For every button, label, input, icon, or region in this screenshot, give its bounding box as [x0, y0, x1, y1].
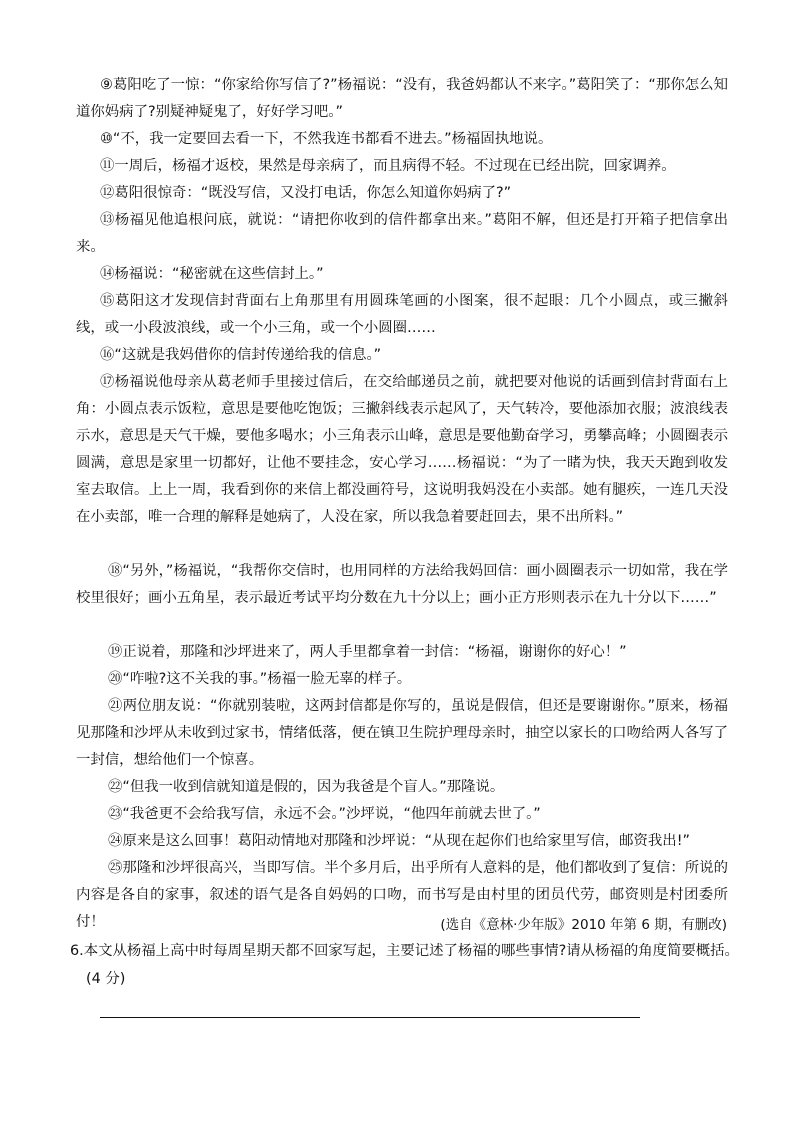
paragraph-21: ㉑两位朋友说：“你就别装啦，这两封信都是你写的，虽说是假信，但还是要谢谢你。”原来，杨福见那隆和沙坪从未收到过家书，情绪低落，便在镇卫生院护理母亲时，抽空以家长的口吻给两人各写了一封信，想给他们一个惊喜。 [76, 698, 728, 768]
question-6: 6.本文从杨福上高中时每周星期天都不回家写起，主要记述了杨福的哪些事情?请从杨福的角度简要概括。 [70, 943, 739, 959]
question-score: (4 分) [86, 971, 126, 987]
paragraph-14: ⑭杨福说：“秘密就在这些信封上。” [100, 266, 324, 282]
paragraph-17: ⑰杨福说他母亲从葛老师手里接过信后，在交给邮递员之前，就把要对他说的话画到信封背面右上角：小圆点表示饭粒，意思是要他吃饱饭；三撇斜线表示起风了，天气转冷，要他添加衣服；波浪线表示水，意思是天气干燥，要他多喝水；小三角表示山峰，意思是要他勤奋学习，勇攀高峰；小圆圈表示圆满，意思是家里一切都好，让他不要挂念，安心学习……杨福说：“为了一睹为快，我天天跑到收发室去取信。上上一周，我看到你的来信上都没画符号，这说明我妈没在小卖部。她有腿疾，一连几天没在小卖部，唯一合理的解释是她病了，人没在家，所以我急着要赶回去，果不出所料。” [76, 374, 728, 525]
paragraph-18: ⑱“另外，”杨福说，“我帮你交信时，也用同样的方法给我妈回信：画小圆圈表示一切如常，我在学校里很好；画小五角星，表示最近考试平均分数在九十分以上；画小正方形则表示在九十分以下……” [76, 563, 728, 606]
paragraph-10: ⑩“不，我一定要回去看一下，不然我连书都看不进去。”杨福固执地说。 [100, 131, 553, 147]
paragraph-25: ㉕那隆和沙坪很高兴，当即写信。半个多月后，出乎所有人意料的是，他们都收到了复信：所说的内容是各自的家事，叙述的语气是各自妈妈的口吻，而书写是由村里的团员代劳，邮资则是村团委所付！ [76, 860, 728, 930]
paragraph-13: ⑬杨福见他追根问底，就说：“请把你收到的信件都拿出来。”葛阳不解，但还是打开箱子把信拿出来。 [76, 212, 728, 255]
answer-line[interactable] [100, 1017, 640, 1018]
paragraph-11: ⑪一周后，杨福才返校，果然是母亲病了，而且病得不轻。不过现在已经出院，回家调养。 [100, 158, 676, 174]
source-citation: (选自《意林·少年版》2010 年第 6 期，有删改) [440, 917, 727, 933]
paragraph-16: ⑯“这就是我妈借你的信封传递给我的信息。” [100, 347, 382, 363]
paragraph-19: ⑲正说着，那隆和沙坪进来了，两人手里都拿着一封信：“杨福，谢谢你的好心！” [108, 644, 627, 660]
paragraph-15: ⑮葛阳这才发现信封背面右上角那里有用圆珠笔画的小图案，很不起眼：几个小圆点，或三撇斜线，或一小段波浪线，或一个小三角，或一个小圆圈…… [76, 293, 728, 336]
paragraph-23: ㉓“我爸更不会给我写信，永远不会。”沙坪说，“他四年前就去世了。” [108, 806, 541, 822]
paragraph-24: ㉔原来是这么回事！葛阳动情地对那隆和沙坪说：“从现在起你们也给家里写信，邮资我出!” [108, 833, 690, 849]
paragraph-12: ⑫葛阳很惊奇：“既没写信，又没打电话，你怎么知道你妈病了?” [100, 185, 512, 201]
paragraph-9: ⑨葛阳吃了一惊：“你家给你写信了?”杨福说：“没有，我爸妈都认不来字。”葛阳笑了：“那你怎么知道你妈病了?别疑神疑鬼了，好好学习吧。” [76, 77, 728, 120]
paragraph-22: ㉒“但我一收到信就知道是假的，因为我爸是个盲人。”那隆说。 [108, 779, 505, 795]
paragraph-20: ⑳“咋啦?这不关我的事。”杨福一脸无辜的样子。 [108, 671, 412, 687]
